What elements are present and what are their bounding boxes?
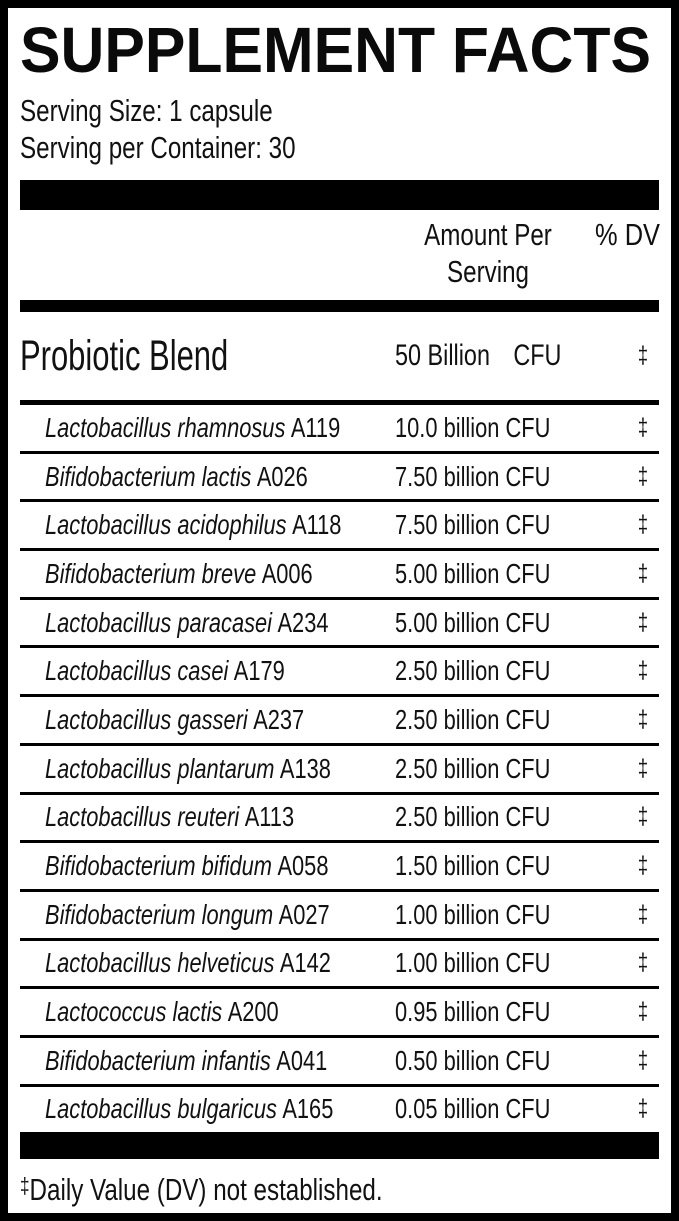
- dv-symbol: ‡: [637, 998, 649, 1026]
- table-row: [20, 697, 659, 746]
- strain-dv-cell: [627, 609, 659, 637]
- strain-amount: 2.50 billion CFU: [395, 703, 551, 735]
- dv-symbol: ‡: [637, 754, 649, 782]
- serving-info: [20, 92, 659, 166]
- strain-name-cell: [20, 655, 395, 687]
- strain-code: A058: [277, 850, 329, 882]
- strain-code: A006: [261, 557, 313, 589]
- strain-amount-cell: [395, 704, 627, 736]
- strain-code: A200: [227, 996, 279, 1028]
- strain-dv-cell: [627, 560, 659, 588]
- amount-per-serving-header: [395, 216, 581, 290]
- servings-per-container: Serving per Container: 30: [20, 130, 296, 165]
- strain-dv-cell: [627, 852, 659, 880]
- strain-amount: 5.00 billion CFU: [395, 557, 551, 589]
- strain-name: Lactobacillus casei: [45, 655, 229, 687]
- strain-name-cell: [20, 801, 395, 833]
- dv-symbol: ‡: [637, 852, 649, 880]
- strain-name: Bifidobacterium longum: [45, 898, 274, 930]
- panel-title: SUPPLEMENT FACTS: [20, 16, 651, 86]
- strain-name: Lactobacillus reuteri: [45, 801, 240, 833]
- strain-amount: 2.50 billion CFU: [395, 752, 551, 784]
- strain-name-cell: [20, 607, 395, 639]
- strain-name: Bifidobacterium infantis: [45, 1044, 271, 1076]
- dv-symbol: ‡: [637, 462, 649, 490]
- blend-amount-value: 50 Billion: [395, 339, 490, 372]
- dv-symbol: ‡: [637, 511, 649, 539]
- blend-name-cell: [20, 332, 395, 381]
- percent-dv-label: % DV: [595, 217, 661, 252]
- strain-code: A237: [253, 703, 305, 735]
- dv-symbol: ‡: [637, 705, 649, 733]
- strain-name-cell: [20, 558, 395, 590]
- blend-name: Probiotic Blend: [20, 331, 229, 380]
- strain-amount: 1.00 billion CFU: [395, 947, 551, 979]
- strain-dv-cell: [627, 657, 659, 685]
- footnote-text: Daily Value (DV) not established.: [29, 1172, 383, 1208]
- strain-name-cell: [20, 850, 395, 882]
- strain-amount-cell: [395, 607, 627, 639]
- blend-dv-symbol: ‡: [637, 342, 649, 369]
- strain-amount: 10.0 billion CFU: [395, 411, 551, 443]
- ingredient-rows: [20, 405, 659, 1132]
- strain-name-cell: [20, 753, 395, 785]
- strain-amount: 0.05 billion CFU: [395, 1093, 551, 1125]
- strain-amount: 5.00 billion CFU: [395, 606, 551, 638]
- dv-symbol: ‡: [637, 1095, 649, 1123]
- strain-name: Lactobacillus helveticus: [45, 947, 275, 979]
- strain-code: A119: [290, 411, 341, 443]
- strain-name-cell: [20, 461, 395, 493]
- amount-header-line2: Serving: [447, 254, 529, 289]
- strain-name-cell: [20, 1045, 395, 1077]
- strain-amount-cell: [395, 899, 627, 931]
- table-row: [20, 551, 659, 600]
- strain-dv-cell: [627, 803, 659, 831]
- strain-name: Lactobacillus rhamnosus: [45, 411, 286, 443]
- strain-code: A138: [279, 752, 331, 784]
- strain-amount-cell: [395, 753, 627, 785]
- strain-name-cell: [20, 412, 395, 444]
- strain-amount: 1.00 billion CFU: [395, 898, 551, 930]
- table-row: [20, 454, 659, 503]
- footnote: [20, 1167, 659, 1209]
- strain-dv-cell: [627, 414, 659, 442]
- strain-name-cell: [20, 996, 395, 1028]
- strain-dv-cell: [627, 1095, 659, 1123]
- strain-amount: 0.50 billion CFU: [395, 1044, 551, 1076]
- strain-amount-cell: [395, 412, 627, 444]
- table-row: [20, 941, 659, 990]
- strain-amount-cell: [395, 461, 627, 493]
- strain-name: Lactococcus lactis: [45, 996, 223, 1028]
- table-row: [20, 989, 659, 1038]
- table-row: [20, 1038, 659, 1087]
- strain-dv-cell: [627, 511, 659, 539]
- strain-amount-cell: [395, 558, 627, 590]
- strain-dv-cell: [627, 755, 659, 783]
- strain-dv-cell: [627, 463, 659, 491]
- divider-bar-header: [20, 300, 659, 312]
- strain-name-cell: [20, 509, 395, 541]
- strain-code: A027: [278, 898, 330, 930]
- strain-name: Lactobacillus bulgaricus: [45, 1093, 277, 1125]
- strain-amount: 2.50 billion CFU: [395, 801, 551, 833]
- strain-code: A026: [256, 460, 308, 492]
- strain-amount-cell: [395, 1093, 627, 1125]
- dv-symbol: ‡: [637, 949, 649, 977]
- strain-name-cell: [20, 899, 395, 931]
- strain-name-cell: [20, 947, 395, 979]
- strain-amount-cell: [395, 509, 627, 541]
- blend-dv-cell: [627, 342, 659, 370]
- table-row: [20, 795, 659, 844]
- strain-code: A165: [282, 1093, 334, 1125]
- dv-symbol: ‡: [637, 803, 649, 831]
- strain-code: A142: [279, 947, 331, 979]
- dv-symbol: ‡: [637, 1046, 649, 1074]
- dv-symbol: ‡: [637, 608, 649, 636]
- strain-amount-cell: [395, 947, 627, 979]
- strain-code: A118: [292, 509, 342, 541]
- strain-amount-cell: [395, 1045, 627, 1077]
- strain-name-cell: [20, 1093, 395, 1125]
- panel-title-graphic: [20, 16, 651, 88]
- strain-dv-cell: [627, 998, 659, 1026]
- strain-name: Bifidobacterium lactis: [45, 460, 252, 492]
- percent-dv-header: [581, 216, 659, 253]
- divider-bar-bottom: [20, 1132, 659, 1159]
- strain-amount-cell: [395, 850, 627, 882]
- strain-dv-cell: [627, 901, 659, 929]
- strain-name-cell: [20, 704, 395, 736]
- blend-amount-unit: CFU: [513, 339, 562, 372]
- strain-name: Bifidobacterium breve: [45, 557, 257, 589]
- strain-amount: 2.50 billion CFU: [395, 655, 551, 687]
- strain-code: A234: [277, 606, 329, 638]
- strain-code: A041: [276, 1044, 328, 1076]
- blend-amount: [395, 339, 576, 373]
- table-row: [20, 648, 659, 697]
- strain-amount-cell: [395, 655, 627, 687]
- strain-amount: 7.50 billion CFU: [395, 509, 551, 541]
- table-row: [20, 502, 659, 551]
- dv-symbol: ‡: [637, 657, 649, 685]
- table-row: [20, 892, 659, 941]
- strain-name: Lactobacillus plantarum: [45, 752, 275, 784]
- strain-dv-cell: [627, 949, 659, 977]
- strain-name: Lactobacillus acidophilus: [45, 509, 287, 541]
- probiotic-blend-row: [20, 312, 659, 405]
- strain-code: A113: [244, 801, 295, 833]
- divider-bar-top: [20, 180, 659, 210]
- table-row: [20, 405, 659, 454]
- strain-amount-cell: [395, 996, 627, 1028]
- strain-dv-cell: [627, 706, 659, 734]
- strain-dv-cell: [627, 1047, 659, 1075]
- strain-amount: 0.95 billion CFU: [395, 996, 551, 1028]
- strain-name: Lactobacillus paracasei: [45, 606, 273, 638]
- strain-amount-cell: [395, 801, 627, 833]
- dv-symbol: ‡: [637, 559, 649, 587]
- strain-amount: 7.50 billion CFU: [395, 460, 551, 492]
- blend-amount-cell: [395, 339, 627, 373]
- amount-header-line1: Amount Per: [424, 217, 552, 252]
- table-row: [20, 600, 659, 649]
- strain-code: A179: [233, 655, 285, 687]
- footnote-dagger: ‡: [20, 1173, 30, 1199]
- table-row: [20, 746, 659, 795]
- strain-name: Bifidobacterium bifidum: [45, 850, 273, 882]
- table-row: [20, 843, 659, 892]
- dv-symbol: ‡: [637, 413, 649, 441]
- strain-name: Lactobacillus gasseri: [45, 703, 248, 735]
- table-row: [20, 1087, 659, 1133]
- serving-size: Serving Size: 1 capsule: [20, 93, 273, 128]
- column-header-row: [20, 216, 659, 298]
- strain-amount: 1.50 billion CFU: [395, 850, 551, 882]
- dv-symbol: ‡: [637, 900, 649, 928]
